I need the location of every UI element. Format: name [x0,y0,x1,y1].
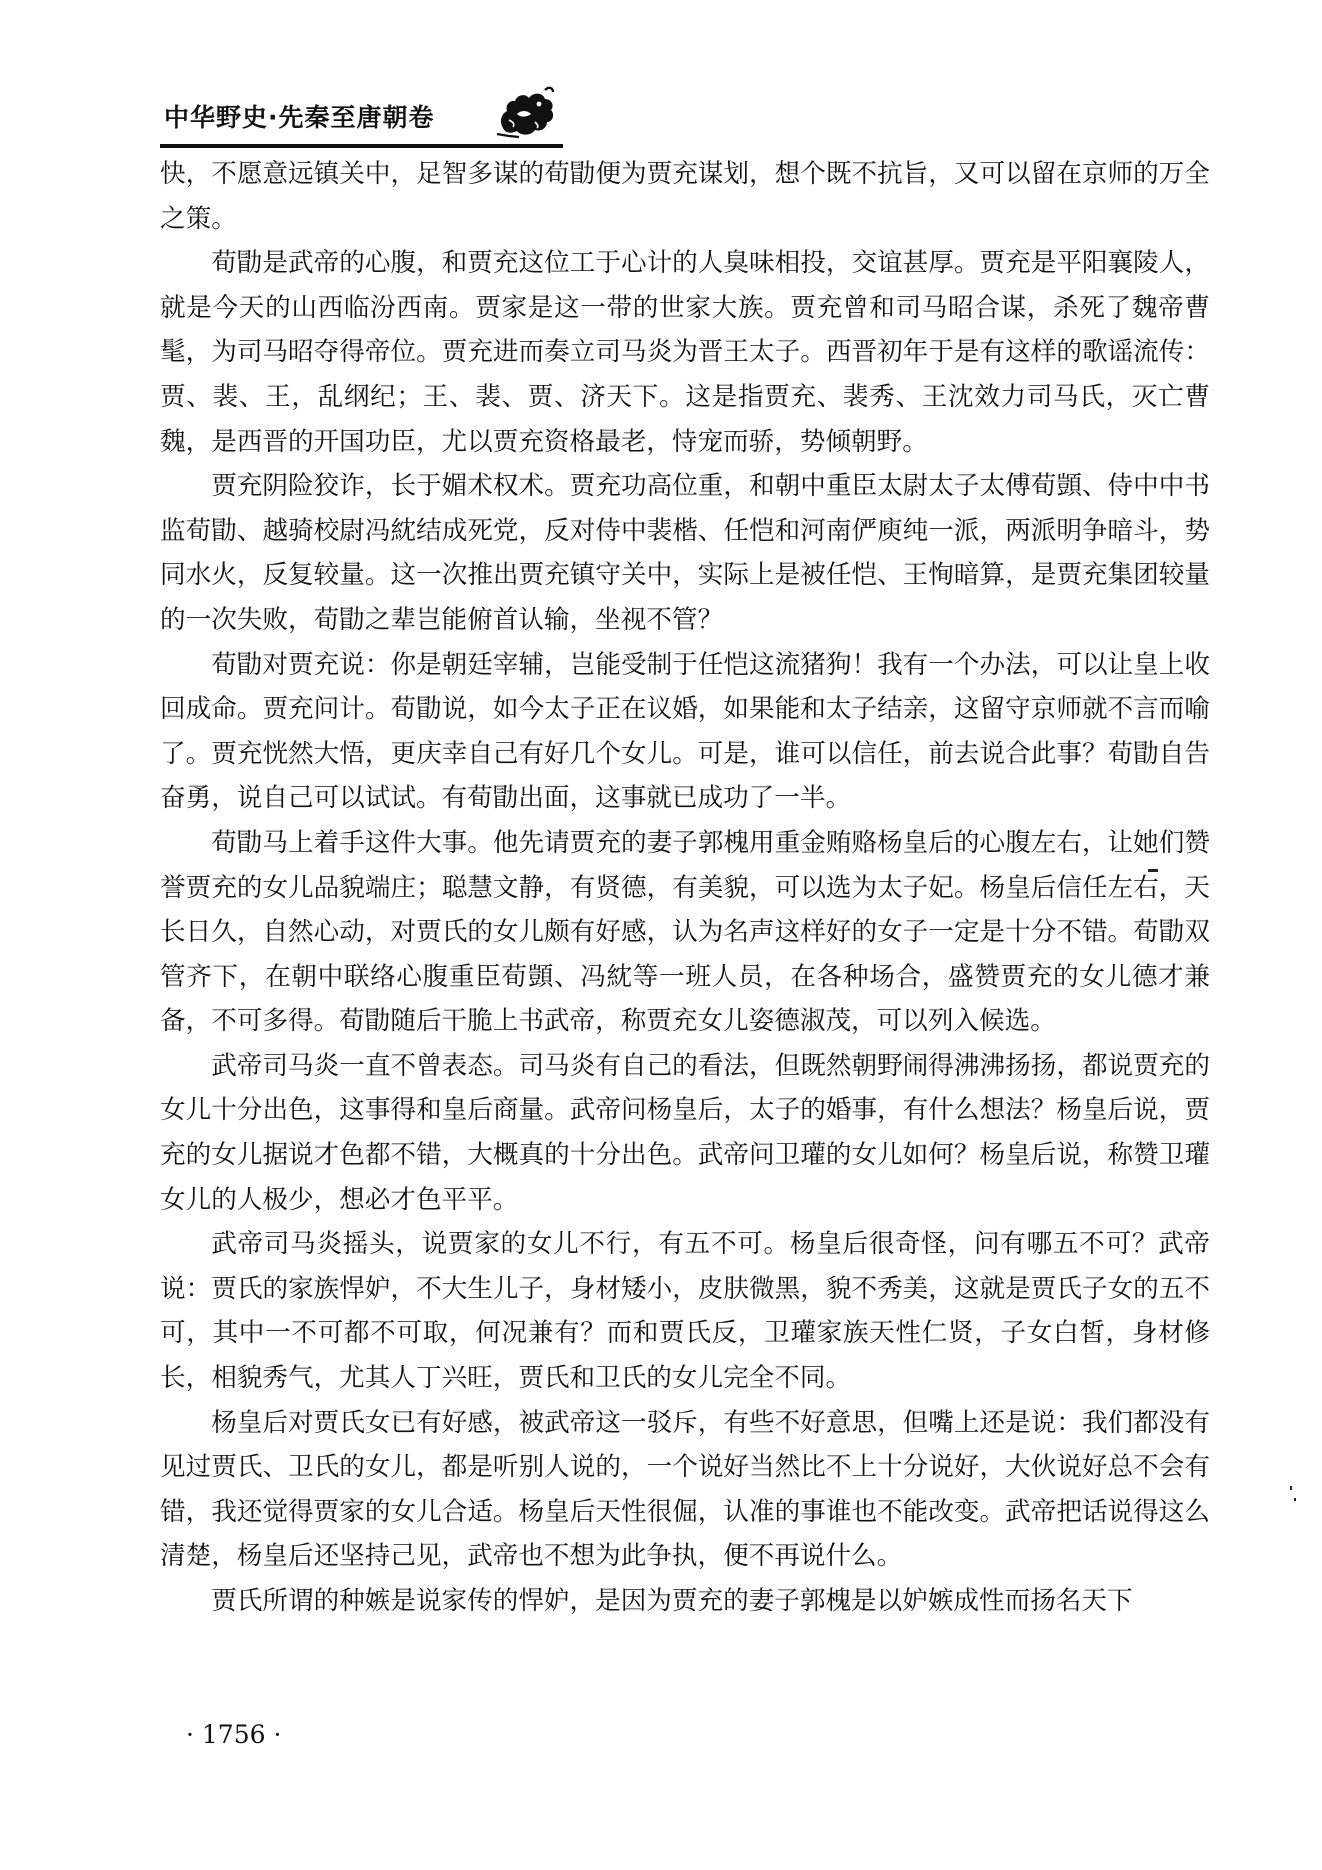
paragraph-6: 武帝司马炎一直不曾表态。司马炎有自己的看法，但既然朝野闹得沸沸扬扬，都说贾充的女儿十分出色，这事得和皇后商量。武帝问杨皇后，太子的婚事，有什么想法？杨皇后说，贾充的女儿据说才色都不错，大概真的十分出色。武帝问卫瓘的女儿如何？杨皇后说，称赞卫瓘女儿的人极少，想必才色平平。 [160,1050,1210,1215]
paragraph-1: 快，不愿意远镇关中，足智多谋的荀勖便为贾充谋划，想个既不抗旨，又可以留在京师的万全之策。 [160,159,1210,234]
paragraph-5: 荀勖马上着手这件大事。他先请贾充的妻子郭槐用重金贿赂杨皇后的心腹左右，让她们赞誉贾充的女儿品貌端庄；聪慧文静，有贤德，有美貌，可以选为太子妃。杨皇后信任左右，天长日久，自然心动，对贾氏的女儿颇有好感，认为名声这样好的女子一定是十分不错。荀勖双管齐下，在朝中联络心腹重臣荀顗、冯紞等一班人员，在各种场合，盛赞贾充的女儿德才兼备，不可多得。荀勖随后干脆上书武帝，称贾充女儿姿德淑茂，可以列入候选。 [160,827,1210,1037]
page-number: · 1756 · [186,1720,282,1749]
paragraph-9: 贾氏所谓的种嫉是说家传的悍妒，是因为贾充的妻子郭槐是以妒嫉成性而扬名天下 [211,1586,1133,1616]
paragraph-8: 杨皇后对贾氏女已有好感，被武帝这一驳斥，有些不好意思，但嘴上还是说：我们都没有见过贾氏、卫氏的女儿，都是听别人说的，一个说好当然比不上十分说好，大伙说好总不会有错，我还觉得贾家的女儿合适。杨皇后天性很倔，认准的事谁也不能改变。武帝把话说得这么清楚，杨皇后还坚持己见，武帝也不想为此争执，便不再说什么。 [160,1407,1210,1572]
paragraph-7: 武帝司马炎摇头，说贾家的女儿不行，有五不可。杨皇后很奇怪，问有哪五不可？武帝说：贾氏的家族悍妒，不大生儿子，身材矮小，皮肤微黑，貌不秀美，这就是贾氏子女的五不可，其中一不可都不可取，何况兼有？而和贾氏反，卫瓘家族天性仁贤，子女白皙，身材修长，相貌秀气，尤其人丁兴旺，贾氏和卫氏的女儿完全不同。 [160,1229,1210,1394]
paragraph-3: 贾充阴险狡诈，长于媚术权术。贾充功高位重，和朝中重臣太尉太子太傅荀顗、侍中中书监荀勖、越骑校尉冯紞结成死党，反对侍中裴楷、任恺和河南俨庾纯一派，两派明争暗斗，势同水火，反复较量。这一次推出贾充镇守关中，实际上是被任恺、王恂暗算，是贾充集团较量的一次失败，荀勖之辈岂能俯首认输，坐视不管？ [160,471,1210,635]
paragraph-4: 荀勖对贾充说：你是朝廷宰辅，岂能受制于任恺这流猪狗！我有一个办法，可以让皇上收回成命。贾充问计。荀勖说，如今太子正在议婚，如果能和太子结亲，这留守京师就不言而喻了。贾充恍然大悟，更庆幸自己有好几个女儿。可是，谁可以信任，前去说合此事？荀勖自告奋勇，说自己可以试试。有荀勖出面，这事就已成功了一半。 [160,649,1210,814]
scan-speck [1294,1498,1296,1501]
dragon-emblem-icon [495,84,557,140]
article-body [160,152,1210,1624]
scan-speck [1290,1486,1292,1490]
paragraph-2: 荀勖是武帝的心腹，和贾充这位工于心计的人臭味相投，交谊甚厚。贾充是平阳襄陵人，就是今天的山西临汾西南。贾家是这一带的世家大族。贾充曾和司马昭合谋，杀死了魏帝曹髦，为司马昭夺得帝位。贾充进而奏立司马炎为晋王太子。西晋初年于是有这样的歌谣流传：贾、裴、王，乱纲纪；王、裴、贾、济天下。这是指贾充、裴秀、王沈效力司马氏，灭亡曹魏，是西晋的开国功臣，尤以贾充资格最老，恃宠而骄，势倾朝野。 [160,248,1210,457]
header-rule [160,144,563,148]
running-header [160,84,560,142]
scan-speck [1148,869,1158,872]
running-title: 中华野史·先秦至唐朝卷 [164,103,435,132]
